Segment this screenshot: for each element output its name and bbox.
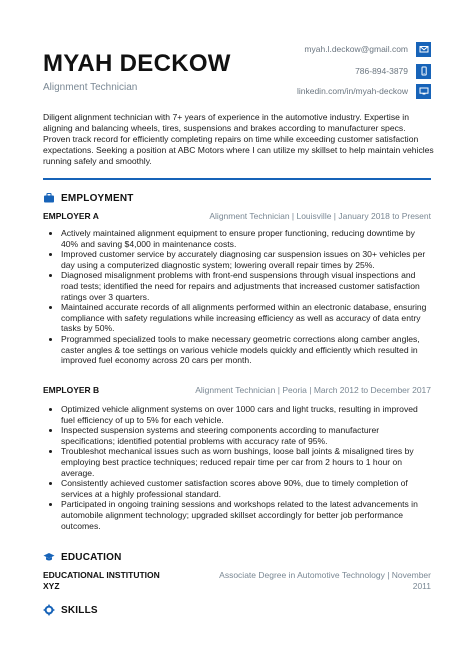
employment-heading xyxy=(43,192,134,204)
phone-icon xyxy=(416,64,431,79)
skills-title: SKILLS xyxy=(61,604,98,616)
skills-heading xyxy=(43,604,98,616)
job-title: Alignment Technician xyxy=(43,82,138,93)
contact-linkedin[interactable] xyxy=(191,83,431,99)
briefcase-icon xyxy=(43,192,55,204)
education-title: EDUCATION xyxy=(61,551,122,563)
education-entry xyxy=(43,570,431,591)
email-icon xyxy=(416,42,431,57)
education-heading xyxy=(43,551,122,563)
contact-phone[interactable] xyxy=(191,63,431,79)
job-meta: Alignment Technician | Peoria | March 2012 to December 2017 xyxy=(195,385,431,395)
employment-title: EMPLOYMENT xyxy=(61,192,134,204)
list-item: Inspected suspension systems and steering components according to manufacturer specifications; identified potential problems with accuracy rate of 95%. xyxy=(43,425,433,446)
job-b-bullets xyxy=(43,404,433,531)
linkedin-text[interactable]: linkedin.com/in/myah-deckow xyxy=(296,86,408,96)
job-a-bullets xyxy=(43,228,433,366)
email-text[interactable]: myah.l.deckow@gmail.com xyxy=(304,44,408,54)
section-divider xyxy=(43,178,431,180)
list-item: Diagnosed misalignment problems with front-end suspensions through visual inspections and road tests; identified the need for repairs and adjustments that increased customer satisfaction ratings over 3 quarters. xyxy=(43,270,433,302)
linkedin-icon xyxy=(416,84,431,99)
job-header-a xyxy=(43,211,431,221)
list-item: Improved customer service by accurately diagnosing car suspension issues on 30+ vehicles per day using a computerized diagnostic system; lowering overall repair times by 25%. xyxy=(43,249,433,270)
list-item: Participated in ongoing training sessions and workshops related to the latest advancements in automobile alignment technology; upgraded skillset accordingly for better job performance outcomes. xyxy=(43,499,433,531)
professional-summary: Diligent alignment technician with 7+ years of experience in the automotive industry. Expertise in aligning and balancing wheels, tires, suspensions and brakes according to manufacturer specs. Proven track record for efficiently completing repairs on time while exceeding customer satisfaction expectations. Seeking a position at ABC Motors where I can utilize my skillset to help maintain vehicles running safely and smoothly. xyxy=(43,112,434,166)
phone-text[interactable]: 786-894-3879 xyxy=(355,66,408,76)
candidate-name: MYAH DECKOW xyxy=(43,50,231,77)
job-meta: Alignment Technician | Louisville | January 2018 to Present xyxy=(209,211,431,221)
list-item: Maintained accurate records of all alignments performed within an electronic database, ensuring compliance with safety regulations while increasing efficiency as well as accuracy of data entry tasks by 50%. xyxy=(43,302,433,334)
gear-icon xyxy=(43,604,55,616)
degree-meta: Associate Degree in Automotive Technology | November 2011 xyxy=(219,570,431,591)
job-header-b xyxy=(43,385,431,395)
contact-email[interactable] xyxy=(191,41,431,57)
list-item: Programmed specialized tools to make necessary geometric corrections along camber angles, caster angles & toe settings on various vehicle models quickly and efficiently which resulted in improved fuel economy across 20 cars per month. xyxy=(43,334,433,366)
list-item: Actively maintained alignment equipment to ensure proper functioning, reducing downtime by 40% and saving $4,000 in maintenance costs. xyxy=(43,228,433,249)
list-item: Troubleshot mechanical issues such as worn bushings, loose ball joints & misaligned tires by employing best practice techniques; reduced repair time per car from 2 hours to 1 hour on average. xyxy=(43,446,433,478)
institution-name: EDUCATIONAL INSTITUTION XYZ xyxy=(43,570,160,591)
list-item: Consistently achieved customer satisfaction scores above 90%, due to timely completion of services at a highly professional standard. xyxy=(43,478,433,499)
list-item: Optimized vehicle alignment systems on over 1000 cars and light trucks, resulting in improved fuel efficiency of up to 5% for each vehicle. xyxy=(43,404,433,425)
employer-name: EMPLOYER A xyxy=(43,211,99,221)
graduation-cap-icon xyxy=(43,551,55,563)
employer-name: EMPLOYER B xyxy=(43,385,100,395)
